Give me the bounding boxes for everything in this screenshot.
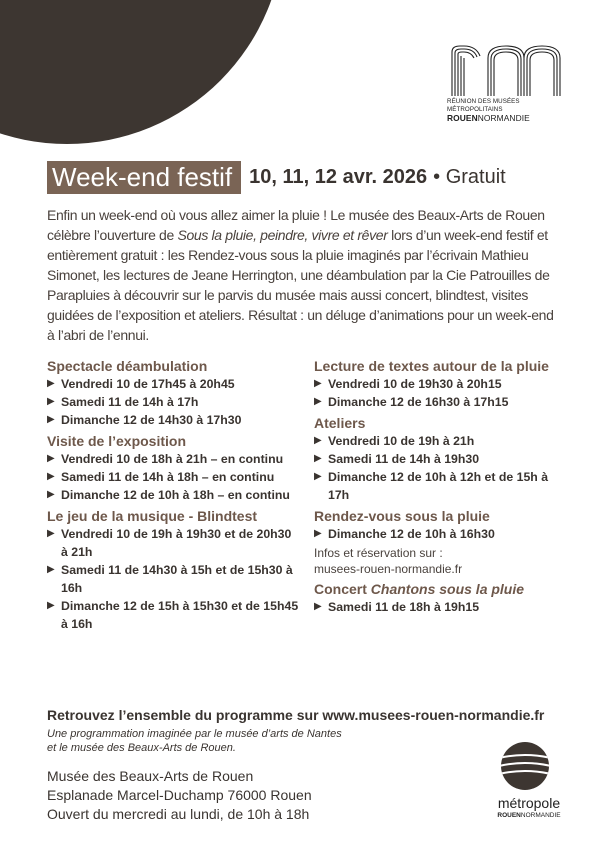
- play-triangle-icon: ▶: [314, 601, 322, 612]
- play-triangle-icon: ▶: [47, 489, 55, 500]
- metropole-line1: métropole: [497, 795, 561, 811]
- address-line3: Ouvert du mercredi au lundi, de 10h à 18h: [47, 806, 310, 822]
- rm-logo-icon: [450, 44, 562, 96]
- play-triangle-icon: ▶: [314, 453, 322, 464]
- schedule-text: Dimanche 12 de 16h30 à 17h15: [328, 395, 509, 409]
- schedule-item: [47, 411, 299, 429]
- price-text: Gratuit: [445, 166, 506, 188]
- play-triangle-icon: ▶: [314, 435, 322, 446]
- page-title: Week-end festif: [47, 161, 241, 194]
- brand-line2-a: ROUEN: [447, 113, 478, 123]
- section-concert: [314, 580, 564, 616]
- schedule-item: [47, 375, 299, 393]
- metropole-line2-a: ROUEN: [497, 812, 521, 819]
- play-triangle-icon: ▶: [47, 564, 55, 575]
- schedule-item: [314, 468, 564, 504]
- event-dates: 10, 11, 12 avr. 2026: [249, 166, 428, 188]
- schedule-text: Dimanche 12 de 10h à 16h30: [328, 527, 495, 541]
- schedule-text: Samedi 11 de 14h à 19h30: [328, 452, 480, 466]
- reservation-link[interactable]: musees-rouen-normandie.fr: [314, 562, 463, 576]
- section-ateliers: [314, 414, 564, 504]
- schedule-text: Vendredi 10 de 17h45 à 20h45: [61, 377, 235, 391]
- section-title: Lecture de textes autour de la pluie: [314, 358, 549, 374]
- section-lecture: [314, 357, 564, 411]
- section-rendez-vous: [314, 507, 564, 577]
- title-row: [47, 161, 506, 194]
- section-title: [314, 580, 564, 598]
- schedule-item: [314, 393, 564, 411]
- play-triangle-icon: ▶: [47, 453, 55, 464]
- schedule-text: Samedi 11 de 14h à 17h: [61, 395, 199, 409]
- schedule-text: Vendredi 10 de 19h30 à 20h15: [328, 377, 502, 391]
- address-line1: Musée des Beaux-Arts de Rouen: [47, 768, 254, 784]
- price-label: [433, 166, 506, 189]
- metropole-line2: [489, 811, 569, 820]
- section-title: Ateliers: [314, 415, 366, 431]
- program-link-text[interactable]: Retrouvez l’ensemble du programme sur www.musees-rouen-normandie.fr: [47, 707, 545, 723]
- schedule-item: [314, 598, 564, 616]
- section-visite: [47, 432, 299, 504]
- credit-text: [47, 727, 407, 755]
- concert-prefix: Concert: [314, 581, 371, 597]
- schedule-text: Dimanche 12 de 10h à 12h et de 15h à 17h: [328, 470, 549, 502]
- section-title: Le jeu de la musique - Blindtest: [47, 508, 258, 524]
- metropole-logo-icon: [501, 742, 549, 790]
- exhibition-title: Sous la pluie, peindre, vivre et rêver: [177, 227, 388, 243]
- section-blindtest: [47, 507, 299, 633]
- concert-title: Chantons sous la pluie: [370, 581, 525, 597]
- dot-separator: •: [433, 166, 441, 188]
- play-triangle-icon: ▶: [47, 414, 55, 425]
- section-title: Rendez-vous sous la pluie: [314, 508, 490, 524]
- play-triangle-icon: ▶: [47, 528, 55, 539]
- schedule-text: Vendredi 10 de 19h à 21h: [328, 434, 475, 448]
- section-title: Visite de l’exposition: [47, 433, 187, 449]
- left-column: [47, 354, 299, 633]
- schedule-item: [314, 375, 564, 393]
- play-triangle-icon: ▶: [47, 378, 55, 389]
- credit-line1: Une programmation imaginée par le musée d’arts de Nantes: [47, 728, 342, 740]
- play-triangle-icon: ▶: [314, 396, 322, 407]
- schedule-text: Dimanche 12 de 15h à 15h30 et de 15h45 à 16h: [61, 599, 299, 631]
- schedule-text: Vendredi 10 de 18h à 21h – en continu: [61, 452, 284, 466]
- schedule-text: Dimanche 12 de 14h30 à 17h30: [61, 413, 242, 427]
- schedule-item: [47, 525, 299, 561]
- schedule-item: [47, 450, 299, 468]
- schedule-item: [47, 468, 299, 486]
- schedule-text: Samedi 11 de 14h30 à 15h et de 15h30 à 16h: [61, 563, 293, 595]
- play-triangle-icon: ▶: [314, 528, 322, 539]
- reservation-note: [314, 545, 564, 577]
- section-title: Spectacle déambulation: [47, 358, 208, 374]
- play-triangle-icon: ▶: [47, 396, 55, 407]
- schedule-item: [314, 525, 564, 543]
- decorative-corner-circle: [0, 0, 284, 144]
- right-column: [314, 354, 564, 616]
- schedule-text: Samedi 11 de 18h à 19h15: [328, 600, 480, 614]
- metropole-line2-b: NORMANDIE: [520, 812, 561, 819]
- schedule-text: Dimanche 12 de 10h à 18h – en continu: [61, 488, 290, 502]
- brand-text: [447, 98, 572, 122]
- play-triangle-icon: ▶: [314, 378, 322, 389]
- metropole-text: [489, 795, 569, 820]
- schedule-item: [47, 597, 299, 633]
- section-spectacle: [47, 357, 299, 429]
- credit-line2: et le musée des Beaux-Arts de Rouen.: [47, 742, 236, 754]
- museum-address: [47, 767, 312, 824]
- schedule-item: [314, 432, 564, 450]
- play-triangle-icon: ▶: [47, 600, 55, 611]
- schedule-item: [47, 486, 299, 504]
- brand-line2-b: NORMANDIE: [477, 113, 530, 123]
- schedule-item: [47, 561, 299, 597]
- play-triangle-icon: ▶: [47, 471, 55, 482]
- reservation-label: Infos et réservation sur :: [314, 546, 443, 560]
- schedule-item: [314, 450, 564, 468]
- brand-line1: RÉUNION DES MUSÉES MÉTROPOLITAINS: [447, 98, 520, 113]
- intro-paragraph: [47, 205, 562, 345]
- schedule-text: Samedi 11 de 14h à 18h – en continu: [61, 470, 275, 484]
- brand-line2: [447, 114, 572, 122]
- address-line2: Esplanade Marcel-Duchamp 76000 Rouen: [47, 787, 312, 803]
- play-triangle-icon: ▶: [314, 471, 322, 482]
- intro-part1: Enfin un week-end où vous allez aimer la pluie ! Le musée des Beaux-Arts de Rouen célèbre l’ouverture de: [47, 207, 545, 243]
- intro-part2: lors d’un week-end festif et entièrement gratuit : les Rendez-vous sous la pluie imaginés par l’écrivain Mathieu Simonet, les lectures de Jeane Herrington, une déambulation par la Cie Patrouilles de Parapluies à découvrir sur le parvis du musée mais aussi concert, blindtest, visites guidées de l’exposition et ateliers. Résultat : un déluge d’animations pour un week-end à l’abri de l’ennui.: [47, 227, 554, 343]
- schedule-item: [47, 393, 299, 411]
- schedule-text: Vendredi 10 de 19h à 19h30 et de 20h30 à 21h: [61, 527, 292, 559]
